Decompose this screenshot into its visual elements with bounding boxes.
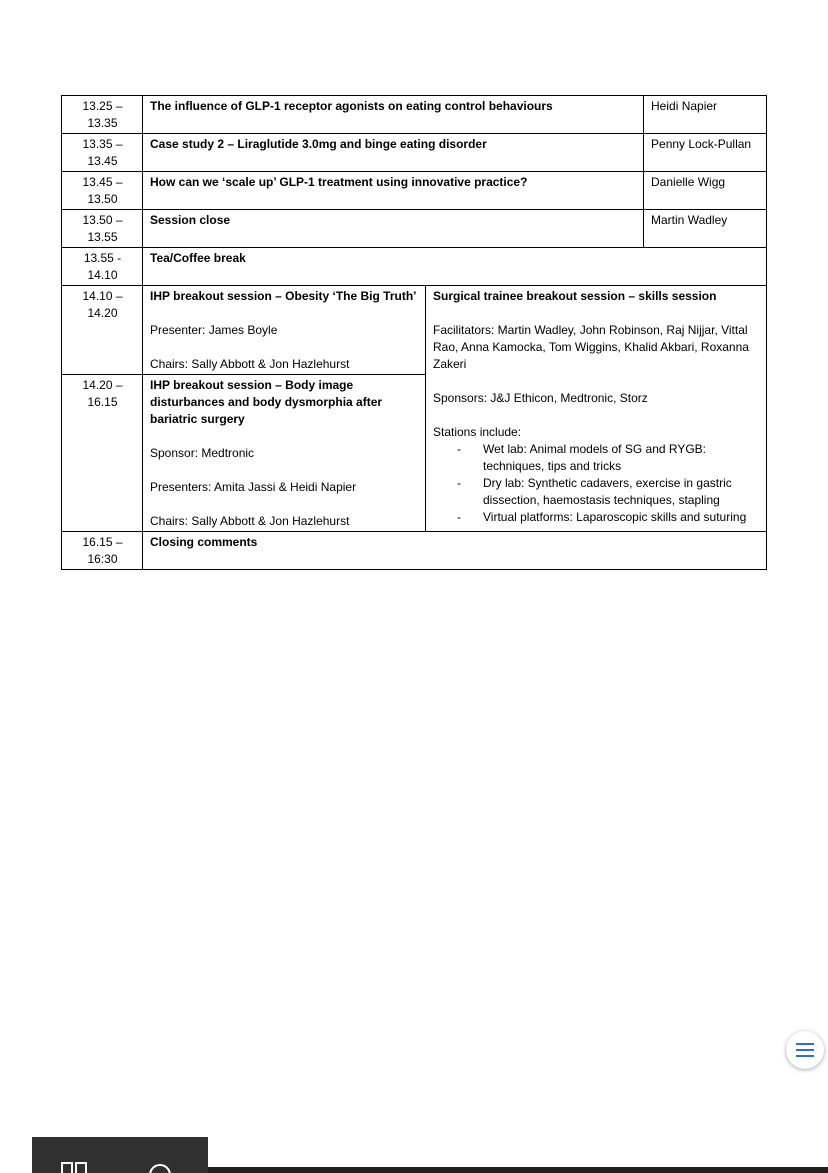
breakout1-presenter: Presenter: James Boyle bbox=[150, 323, 278, 337]
menu-lines-icon bbox=[795, 1042, 815, 1058]
surgical-facilitators: Facilitators: Martin Wadley, John Robinson, Raj Nijjar, Vittal Rao, Anna Kamocka, Tom Wiggins, Khalid Akbari, Roxanna Zakeri bbox=[433, 323, 749, 371]
agenda-row bbox=[62, 134, 767, 172]
row-time: 13.25 – 13.35 bbox=[62, 96, 143, 134]
agenda-table bbox=[61, 95, 767, 570]
station-item: - Dry lab: Synthetic cadavers, exercise in gastric dissection, haemostasis techniques, stapling bbox=[457, 475, 760, 509]
row-speaker: Heidi Napier bbox=[644, 96, 767, 134]
outline-menu-button[interactable] bbox=[786, 1031, 824, 1069]
search-icon[interactable] bbox=[144, 1137, 176, 1173]
breakout2-sponsor: Sponsor: Medtronic bbox=[150, 446, 255, 460]
row-title: Session close bbox=[143, 210, 644, 248]
agenda-row bbox=[62, 172, 767, 210]
bottom-toolbar bbox=[208, 1167, 828, 1173]
row-time: 13.35 – 13.45 bbox=[62, 134, 143, 172]
station-item: - Virtual platforms: Laparoscopic skills and suturing bbox=[457, 509, 760, 526]
row-speaker: Danielle Wigg bbox=[644, 172, 767, 210]
breakout1-time: 14.10 – 14.20 bbox=[62, 286, 143, 375]
breakout2-presenters: Presenters: Amita Jassi & Heidi Napier bbox=[150, 480, 357, 494]
row-title: How can we ‘scale up’ GLP-1 treatment using innovative practice? bbox=[143, 172, 644, 210]
surgical-title: Surgical trainee breakout session – skills session bbox=[433, 289, 717, 303]
closing-time: 16.15 – 16:30 bbox=[62, 532, 143, 570]
surgical-breakout-cell bbox=[426, 286, 767, 532]
row-title: Case study 2 – Liraglutide 3.0mg and binge eating disorder bbox=[143, 134, 644, 172]
breakout1-chairs: Chairs: Sally Abbott & Jon Hazlehurst bbox=[150, 357, 350, 371]
row-title: The influence of GLP-1 receptor agonists on eating control behaviours bbox=[143, 96, 644, 134]
breakout1-title: IHP breakout session – Obesity ‘The Big Truth’ bbox=[150, 289, 417, 303]
row-title: Tea/Coffee break bbox=[143, 248, 767, 286]
row-time: 13.50 – 13.55 bbox=[62, 210, 143, 248]
grid-view-icon[interactable] bbox=[60, 1137, 92, 1173]
bottom-toolbar-tab bbox=[32, 1137, 208, 1173]
breakout2-title: IHP breakout session – Body image disturbances and body dysmorphia after bariatric surgery bbox=[150, 378, 383, 426]
row-speaker: Penny Lock-Pullan bbox=[644, 134, 767, 172]
breakout2-chairs: Chairs: Sally Abbott & Jon Hazlehurst bbox=[150, 514, 350, 528]
breakout1-cell bbox=[143, 286, 426, 375]
row-speaker: Martin Wadley bbox=[644, 210, 767, 248]
breakout-row bbox=[62, 286, 767, 375]
stations-heading: Stations include: bbox=[433, 425, 522, 439]
breakout2-cell bbox=[143, 375, 426, 532]
surgical-sponsors: Sponsors: J&J Ethicon, Medtronic, Storz bbox=[433, 391, 648, 405]
closing-title: Closing comments bbox=[143, 532, 767, 570]
row-time: 13.55 - 14.10 bbox=[62, 248, 143, 286]
agenda-row bbox=[62, 532, 767, 570]
breakout2-time: 14.20 – 16.15 bbox=[62, 375, 143, 532]
agenda-row bbox=[62, 248, 767, 286]
agenda-row bbox=[62, 210, 767, 248]
row-time: 13.45 – 13.50 bbox=[62, 172, 143, 210]
stations-list bbox=[433, 441, 760, 526]
station-item: - Wet lab: Animal models of SG and RYGB: techniques, tips and tricks bbox=[457, 441, 760, 475]
agenda-row bbox=[62, 96, 767, 134]
